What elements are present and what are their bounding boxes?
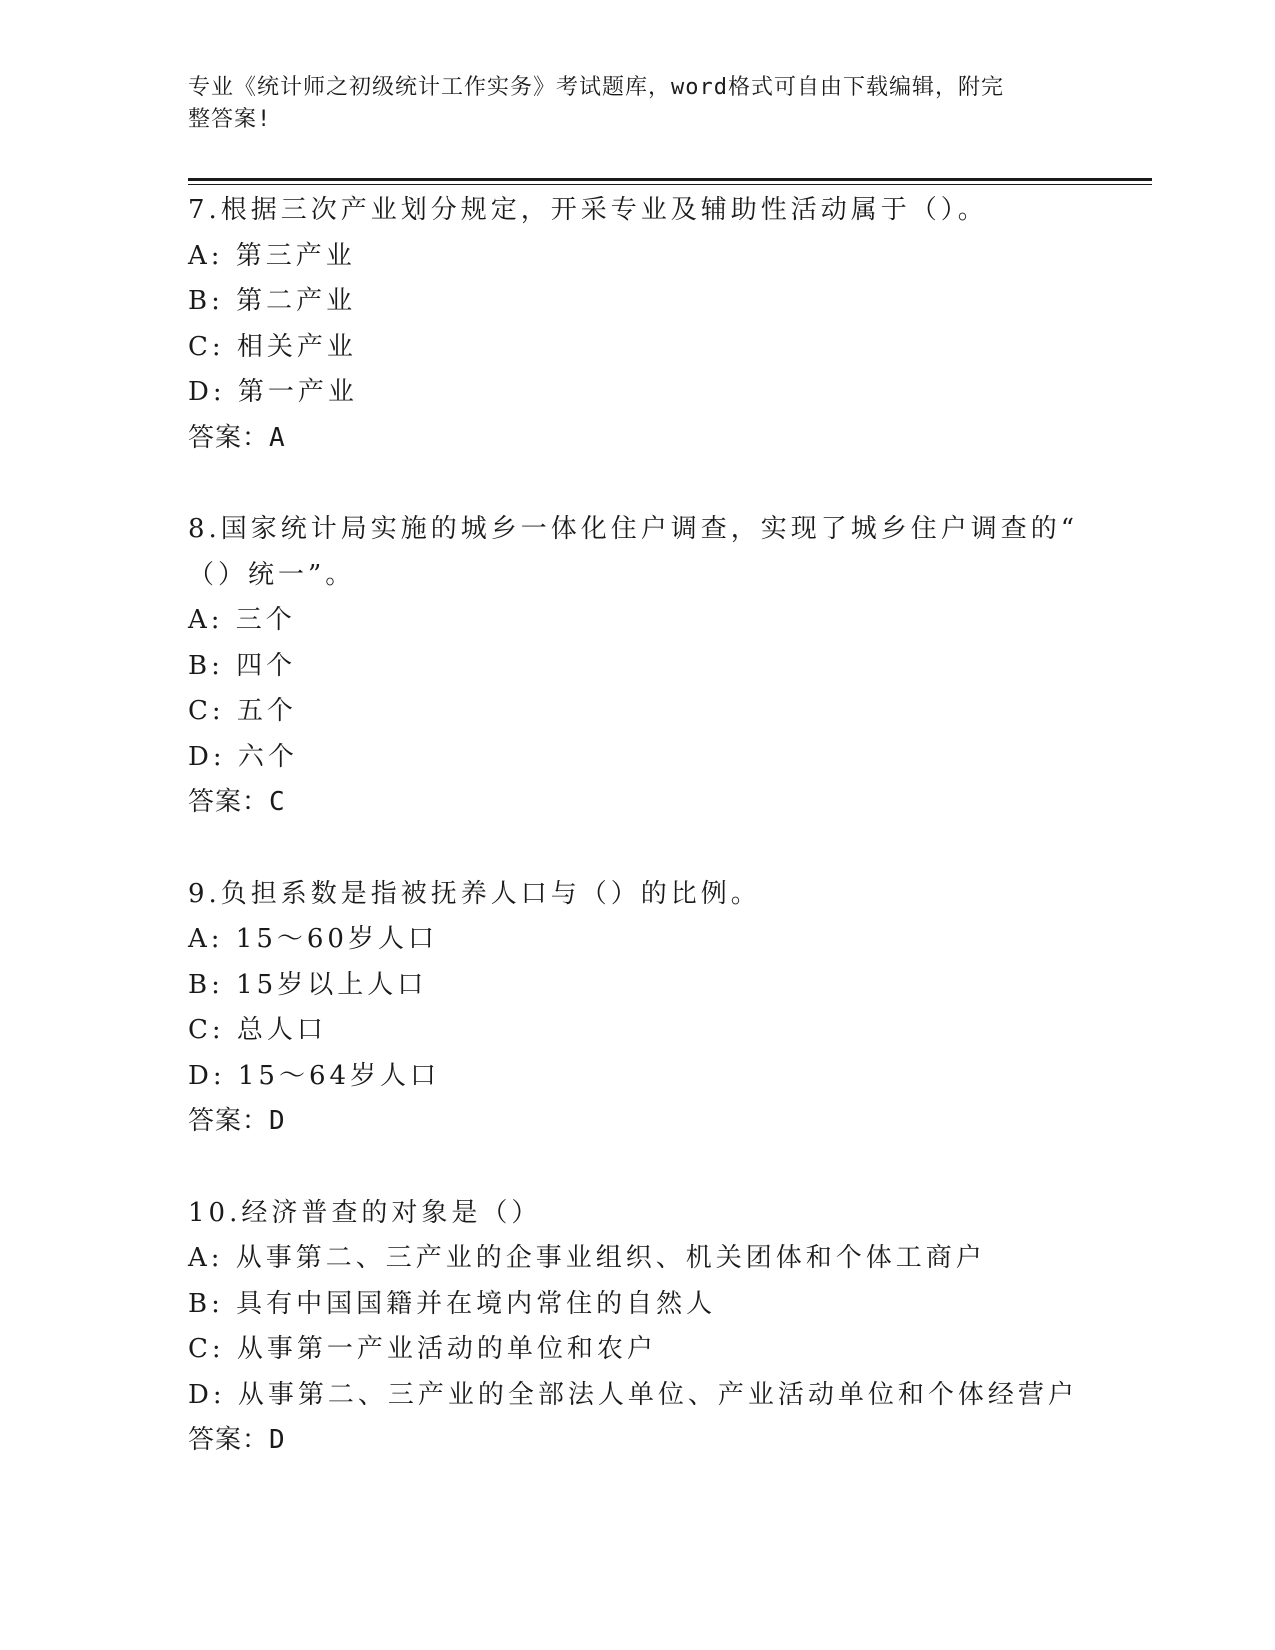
header-divider-thin: [188, 184, 1152, 185]
question-stem: 7.根据三次产业划分规定，开采专业及辅助性活动属于（）。: [188, 195, 988, 225]
answer-line: 答案：A: [188, 422, 286, 453]
option-b: B: 四个: [188, 650, 297, 681]
option-d: D: 15～64岁人口: [188, 1060, 441, 1091]
option-a: A: 三个: [188, 605, 296, 635]
question-stem-line-2: （）统一”。: [188, 559, 356, 590]
option-d: D: 从事第二、三产业的全部法人单位、产业活动单位和个体经营户: [188, 1379, 1078, 1410]
answer-line: 答案：D: [188, 1106, 286, 1136]
option-c: C: 相关产业: [188, 331, 357, 362]
question-stem: 9.负担系数是指被抚养人口与（）的比例。: [188, 878, 761, 909]
question-stem: 10.经济普查的对象是（）: [188, 1197, 542, 1228]
question-10: [188, 1191, 1088, 1464]
question-list: [188, 188, 1088, 1510]
question-8: [188, 507, 1088, 826]
option-b: B: 15岁以上人口: [188, 969, 428, 1000]
document-header: [188, 72, 1068, 136]
option-a: A: 从事第二、三产业的企事业组织、机关团体和个体工商户: [188, 1243, 986, 1273]
option-a: A: 第三产业: [188, 240, 356, 271]
question-stem-line-1: 8.国家统计局实施的城乡一体化住户调查，实现了城乡住户调查的“: [188, 514, 1079, 544]
header-line-1: 专业《统计师之初级统计工作实务》考试题库，word格式可自由下载编辑，附完: [188, 75, 1004, 100]
header-divider-thick: [188, 178, 1152, 181]
option-d: D: 六个: [188, 741, 298, 772]
option-b: B: 第二产业: [188, 286, 357, 316]
answer-line: 答案：D: [188, 1425, 286, 1455]
option-b: B: 具有中国国籍并在境内常住的自然人: [188, 1288, 717, 1319]
option-c: C: 总人口: [188, 1015, 327, 1045]
question-9: [188, 872, 1088, 1145]
header-line-2: 整答案!: [188, 107, 272, 132]
option-c: C: 五个: [188, 696, 297, 726]
option-d: D: 第一产业: [188, 377, 358, 407]
question-7: [188, 188, 1088, 461]
option-c: C: 从事第一产业活动的单位和农户: [188, 1334, 657, 1364]
option-a: A: 15～60岁人口: [188, 924, 438, 954]
answer-line: 答案：C: [188, 787, 286, 817]
